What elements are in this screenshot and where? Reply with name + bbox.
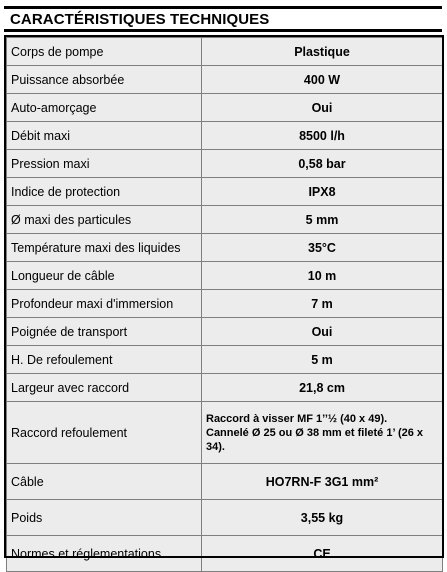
spec-value-line: Raccord à visser MF 1’’½ (40 x 49).	[206, 412, 388, 425]
table-row	[7, 536, 443, 572]
spec-label: Largeur avec raccord	[7, 374, 202, 402]
spec-value: HO7RN-F 3G1 mm²	[202, 464, 443, 500]
spec-value: 400 W	[202, 66, 443, 94]
spec-label: H. De refoulement	[7, 346, 202, 374]
spec-label: Poids	[7, 500, 202, 536]
spec-value: 5 m	[202, 346, 443, 374]
table-row	[7, 374, 443, 402]
table-row	[7, 150, 443, 178]
specs-table	[6, 37, 443, 572]
table-row	[7, 402, 443, 464]
table-row	[7, 234, 443, 262]
spec-label: Puissance absorbée	[7, 66, 202, 94]
spec-value: 8500 l/h	[202, 122, 443, 150]
spec-value: 5 mm	[202, 206, 443, 234]
table-row	[7, 206, 443, 234]
spec-value: 21,8 cm	[202, 374, 443, 402]
table-row	[7, 346, 443, 374]
spec-value: 10 m	[202, 262, 443, 290]
spec-label: Poignée de transport	[7, 318, 202, 346]
spec-label: Pression maxi	[7, 150, 202, 178]
spec-label: Corps de pompe	[7, 38, 202, 66]
spec-value: 3,55 kg	[202, 500, 443, 536]
spec-label: Profondeur maxi d'immersion	[7, 290, 202, 318]
table-row	[7, 66, 443, 94]
title-bar	[4, 6, 442, 32]
spec-label: Ø maxi des particules	[7, 206, 202, 234]
table-row	[7, 464, 443, 500]
table-row	[7, 122, 443, 150]
spec-value: Plastique	[202, 38, 443, 66]
section-title: CARACTÉRISTIQUES TECHNIQUES	[10, 11, 270, 28]
spec-label: Auto-amorçage	[7, 94, 202, 122]
table-row	[7, 318, 443, 346]
spec-label: Débit maxi	[7, 122, 202, 150]
spec-label: Raccord refoulement	[7, 402, 202, 464]
spec-value: IPX8	[202, 178, 443, 206]
table-row	[7, 262, 443, 290]
spec-value-multiline	[202, 402, 443, 464]
spec-value: Oui	[202, 318, 443, 346]
spec-value: 7 m	[202, 290, 443, 318]
table-row	[7, 178, 443, 206]
table-row	[7, 38, 443, 66]
spec-value: CE	[202, 536, 443, 572]
table-row	[7, 290, 443, 318]
table-row	[7, 94, 443, 122]
spec-label: Normes et réglementations	[7, 536, 202, 572]
spec-label: Câble	[7, 464, 202, 500]
spec-value-line: Cannelé Ø 25 ou Ø 38 mm et fileté 1’ (26 x 34).	[206, 426, 424, 453]
table-row	[7, 500, 443, 536]
spec-label: Longueur de câble	[7, 262, 202, 290]
spec-label: Indice de protection	[7, 178, 202, 206]
spec-value: 35°C	[202, 234, 443, 262]
spec-value: 0,58 bar	[202, 150, 443, 178]
spec-value: Oui	[202, 94, 443, 122]
spec-label: Température maxi des liquides	[7, 234, 202, 262]
